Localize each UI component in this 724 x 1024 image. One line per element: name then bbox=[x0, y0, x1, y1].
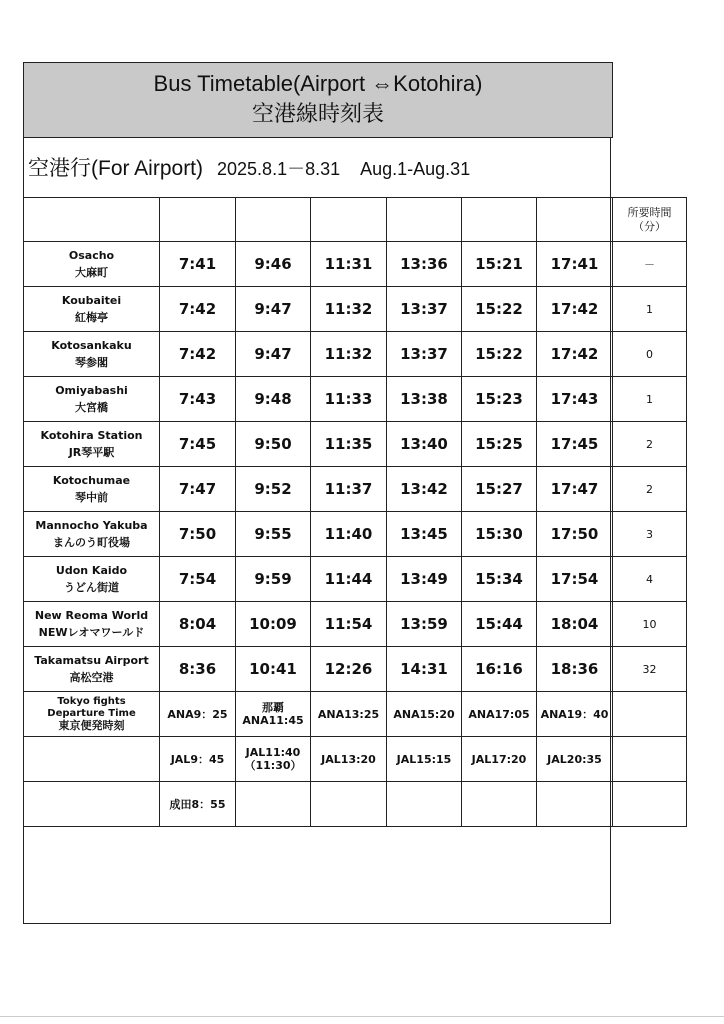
departure-time-cell: 9:55 bbox=[236, 512, 311, 557]
departure-time-cell: 9:47 bbox=[236, 332, 311, 377]
stop-name-cell bbox=[24, 512, 160, 557]
stop-name-english: New Reoma World bbox=[34, 609, 149, 622]
departure-time-cell: 10:09 bbox=[236, 602, 311, 647]
direction-label: 空港行(For Airport) bbox=[28, 157, 204, 180]
stop-name-cell bbox=[24, 242, 160, 287]
travel-minutes-cell: 4 bbox=[613, 557, 687, 602]
departure-time-cell: 9:52 bbox=[236, 467, 311, 512]
flight-time-cell: ANA13:25 bbox=[311, 692, 387, 737]
travel-minutes-cell: 32 bbox=[613, 647, 687, 692]
departure-time-cell: 17:42 bbox=[537, 287, 613, 332]
departure-time-cell: 9:59 bbox=[236, 557, 311, 602]
flight-time-cell: JAL13:20 bbox=[311, 737, 387, 782]
title-japanese: 空港線時刻表 bbox=[251, 102, 384, 127]
flight-label-english-2: Departure Time bbox=[47, 708, 136, 719]
departure-time-cell: 8:04 bbox=[160, 602, 236, 647]
stop-name-english: Koubaitei bbox=[61, 294, 122, 307]
departure-time-cell: 13:37 bbox=[387, 332, 462, 377]
stop-row bbox=[24, 512, 687, 557]
travel-minutes-cell: 1 bbox=[613, 287, 687, 332]
departure-time-cell: 15:23 bbox=[462, 377, 537, 422]
stop-name-english: Takamatsu Airport bbox=[34, 654, 149, 667]
flight-empty-cell bbox=[613, 737, 687, 782]
departure-time-cell: 17:43 bbox=[537, 377, 613, 422]
flight-row bbox=[24, 782, 687, 827]
stop-row bbox=[24, 467, 687, 512]
departure-time-cell: 14:31 bbox=[387, 647, 462, 692]
title-english: Bus Timetable(Airport ⇔Kotohira) bbox=[153, 71, 483, 96]
departure-time-cell: 15:22 bbox=[462, 332, 537, 377]
title-banner bbox=[23, 62, 613, 138]
stop-row bbox=[24, 242, 687, 287]
flight-time-cell: JAL9：45 bbox=[160, 737, 236, 782]
departure-time-cell: 13:59 bbox=[387, 602, 462, 647]
flight-row bbox=[24, 692, 687, 737]
date-range-numeric: 2025.8.1－8.31 bbox=[217, 159, 341, 179]
departure-time-cell: 13:38 bbox=[387, 377, 462, 422]
departure-time-cell: 13:45 bbox=[387, 512, 462, 557]
flight-label-cell bbox=[24, 737, 160, 782]
stop-name-cell bbox=[24, 557, 160, 602]
direction-heading bbox=[28, 152, 470, 182]
departure-time-cell: 17:50 bbox=[537, 512, 613, 557]
stop-name-japanese: まんのう町役場 bbox=[53, 536, 130, 549]
departure-time-cell: 13:37 bbox=[387, 287, 462, 332]
departure-time-cell: 15:25 bbox=[462, 422, 537, 467]
departure-time-cell: 7:47 bbox=[160, 467, 236, 512]
stop-row bbox=[24, 557, 687, 602]
header-cell-bus bbox=[311, 198, 387, 242]
departure-time-cell: 11:54 bbox=[311, 602, 387, 647]
flight-label-english: Tokyo fights bbox=[57, 696, 126, 707]
departure-time-cell: 11:44 bbox=[311, 557, 387, 602]
departure-time-cell: 7:45 bbox=[160, 422, 236, 467]
stop-name-japanese: JR琴平駅 bbox=[68, 446, 115, 459]
flight-time-cell bbox=[462, 782, 537, 827]
stop-row bbox=[24, 287, 687, 332]
departure-time-cell: 7:54 bbox=[160, 557, 236, 602]
flight-time-cell: ANA15:20 bbox=[387, 692, 462, 737]
stop-name-english: Omiyabashi bbox=[55, 384, 128, 397]
header-cell-bus bbox=[160, 198, 236, 242]
flight-label-japanese: 東京便発時刻 bbox=[58, 719, 125, 732]
stop-row bbox=[24, 647, 687, 692]
departure-time-cell: 18:04 bbox=[537, 602, 613, 647]
minutes-header-label: 所要時間 （分） bbox=[627, 205, 672, 233]
flight-time-cell bbox=[537, 782, 613, 827]
departure-time-cell: 13:49 bbox=[387, 557, 462, 602]
flight-time-cell bbox=[387, 782, 462, 827]
departure-time-cell: 9:50 bbox=[236, 422, 311, 467]
stop-name-english: Osacho bbox=[68, 249, 115, 262]
flight-time-cell bbox=[236, 782, 311, 827]
departure-time-cell: 17:45 bbox=[537, 422, 613, 467]
header-cell-bus bbox=[462, 198, 537, 242]
departure-time-cell: 15:30 bbox=[462, 512, 537, 557]
stop-name-cell bbox=[24, 422, 160, 467]
departure-time-cell: 11:32 bbox=[311, 287, 387, 332]
flight-time-cell: ANA9：25 bbox=[160, 692, 236, 737]
flight-empty-cell bbox=[613, 692, 687, 737]
departure-time-cell: 15:44 bbox=[462, 602, 537, 647]
departure-time-cell: 11:40 bbox=[311, 512, 387, 557]
stop-name-english: Kotosankaku bbox=[51, 339, 132, 352]
header-row bbox=[24, 198, 687, 242]
departure-time-cell: 15:27 bbox=[462, 467, 537, 512]
stop-name-japanese: 高松空港 bbox=[69, 671, 114, 684]
departure-time-cell: 11:33 bbox=[311, 377, 387, 422]
flight-empty-cell bbox=[613, 782, 687, 827]
header-cell-minutes bbox=[613, 198, 687, 242]
flight-time-cell bbox=[311, 782, 387, 827]
departure-time-cell: 11:35 bbox=[311, 422, 387, 467]
stop-name-cell bbox=[24, 467, 160, 512]
departure-time-cell: 15:34 bbox=[462, 557, 537, 602]
stop-name-english: Udon Kaido bbox=[55, 564, 128, 577]
flight-time-cell: ANA17:05 bbox=[462, 692, 537, 737]
stop-name-cell bbox=[24, 377, 160, 422]
departure-time-cell: 11:32 bbox=[311, 332, 387, 377]
timetable-body bbox=[24, 198, 687, 827]
flight-time-cell: JAL20:35 bbox=[537, 737, 613, 782]
departure-time-cell: 11:37 bbox=[311, 467, 387, 512]
departure-time-cell: 8:36 bbox=[160, 647, 236, 692]
stop-name-english: Kotochumae bbox=[52, 474, 131, 487]
stop-name-japanese: 琴中前 bbox=[75, 491, 108, 504]
travel-minutes-cell: 1 bbox=[613, 377, 687, 422]
flight-time-cell: 成田8：55 bbox=[160, 782, 236, 827]
stop-name-english: Kotohira Station bbox=[40, 429, 143, 442]
travel-minutes-cell: 2 bbox=[613, 467, 687, 512]
stop-name-japanese: 紅梅亭 bbox=[75, 311, 108, 324]
stop-name-japanese: 琴参閣 bbox=[75, 356, 108, 369]
departure-time-cell: 10:41 bbox=[236, 647, 311, 692]
departure-time-cell: 17:47 bbox=[537, 467, 613, 512]
flight-row bbox=[24, 737, 687, 782]
stop-name-english: Mannocho Yakuba bbox=[35, 519, 148, 532]
stop-name-cell bbox=[24, 332, 160, 377]
stop-name-japanese: うどん街道 bbox=[64, 581, 119, 594]
departure-time-cell: 7:50 bbox=[160, 512, 236, 557]
travel-minutes-cell: 10 bbox=[613, 602, 687, 647]
scan-edge-line bbox=[0, 1016, 724, 1017]
stop-name-cell bbox=[24, 602, 160, 647]
date-range-english: Aug.1-Aug.31 bbox=[360, 159, 471, 179]
travel-minutes-cell: － bbox=[613, 242, 687, 287]
stop-name-japanese: 大麻町 bbox=[75, 266, 108, 279]
travel-minutes-cell: 0 bbox=[613, 332, 687, 377]
header-cell-bus bbox=[387, 198, 462, 242]
departure-time-cell: 11:31 bbox=[311, 242, 387, 287]
header-cell-bus bbox=[236, 198, 311, 242]
travel-minutes-cell: 3 bbox=[613, 512, 687, 557]
departure-time-cell: 12:26 bbox=[311, 647, 387, 692]
stop-name-japanese: 大宮橋 bbox=[75, 401, 108, 414]
departure-time-cell: 7:43 bbox=[160, 377, 236, 422]
header-cell-bus bbox=[537, 198, 613, 242]
departure-time-cell: 16:16 bbox=[462, 647, 537, 692]
departure-time-cell: 9:48 bbox=[236, 377, 311, 422]
departure-time-cell: 17:41 bbox=[537, 242, 613, 287]
flight-label-cell bbox=[24, 782, 160, 827]
stop-name-cell bbox=[24, 287, 160, 332]
flight-time-cell: 那覇 ANA11:45 bbox=[236, 692, 311, 737]
departure-time-cell: 15:22 bbox=[462, 287, 537, 332]
flight-time-cell: JAL11:40 （11:30） bbox=[236, 737, 311, 782]
flight-time-cell: JAL17:20 bbox=[462, 737, 537, 782]
flight-time-cell: JAL15:15 bbox=[387, 737, 462, 782]
stop-name-cell bbox=[24, 647, 160, 692]
flight-time-cell: ANA19：40 bbox=[537, 692, 613, 737]
stop-row bbox=[24, 377, 687, 422]
stop-row bbox=[24, 332, 687, 377]
header-cell-stop bbox=[24, 198, 160, 242]
departure-time-cell: 9:46 bbox=[236, 242, 311, 287]
departure-time-cell: 18:36 bbox=[537, 647, 613, 692]
stop-row bbox=[24, 422, 687, 467]
departure-time-cell: 17:54 bbox=[537, 557, 613, 602]
departure-time-cell: 7:42 bbox=[160, 287, 236, 332]
departure-time-cell: 13:40 bbox=[387, 422, 462, 467]
departure-time-cell: 9:47 bbox=[236, 287, 311, 332]
departure-time-cell: 13:36 bbox=[387, 242, 462, 287]
flight-label-cell bbox=[24, 692, 160, 737]
departure-time-cell: 17:42 bbox=[537, 332, 613, 377]
timetable-grid bbox=[23, 197, 687, 827]
departure-time-cell: 7:42 bbox=[160, 332, 236, 377]
departure-time-cell: 13:42 bbox=[387, 467, 462, 512]
departure-time-cell: 7:41 bbox=[160, 242, 236, 287]
stop-row bbox=[24, 602, 687, 647]
departure-time-cell: 15:21 bbox=[462, 242, 537, 287]
travel-minutes-cell: 2 bbox=[613, 422, 687, 467]
stop-name-japanese: NEWレオマワールド bbox=[38, 626, 145, 639]
